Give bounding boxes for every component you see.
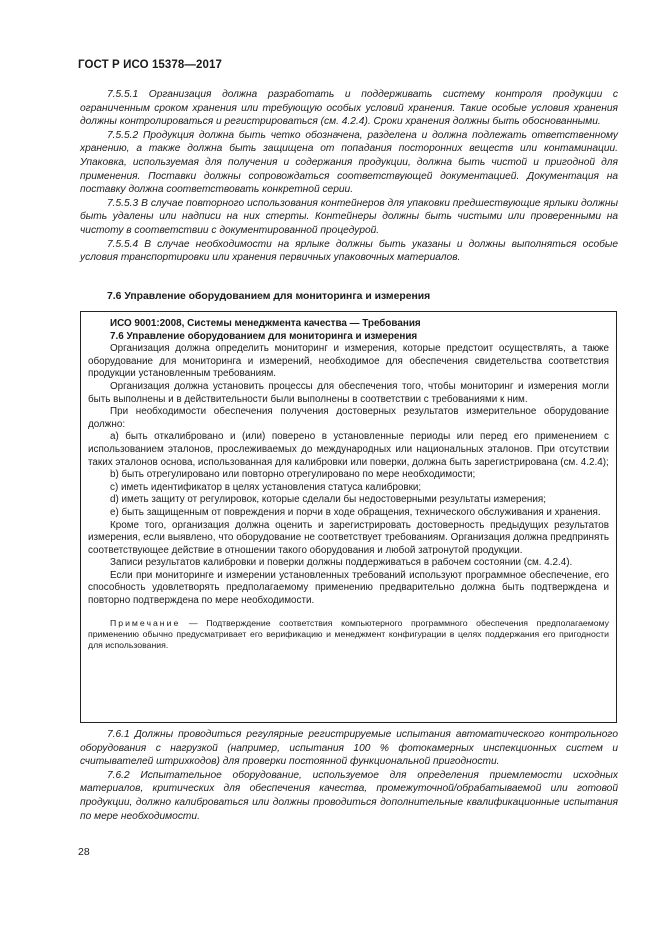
quote-box-subtitle: 7.6 Управление оборудованием для мониторинга и измерения: [110, 330, 418, 342]
quote-paragraph: Организация должна установить процессы для обеспечения того, чтобы мониторинг и измерения могли быть выполнены и в действительности были выполнены в соответствии с требованиями к ним.: [88, 380, 609, 405]
paragraph-7-5-5-1: 7.5.5.1 Организация должна разработать и поддерживать систему контроля продукции с ограниченным сроком хранения или требующую особых условий хранения. Такие особые условия хранения должны контролироваться и регистрироваться (см. 4.2.4). Сроки хранения должны быть обоснованными.: [80, 89, 618, 128]
quote-paragraph: Организация должна определить мониторинг и измерения, которые предстоит осуществлять, а также оборудование для мониторинга и измерений, необходимое для обеспечения свидетельства соответствия продукции установленным требованиям.: [88, 343, 609, 380]
iso-9001-quote-box: [80, 311, 617, 723]
quote-paragraph: При необходимости обеспечения получения достоверных результатов измерительное оборудование должно:: [88, 406, 609, 430]
note-text: — Подтверждение соответствия компьютерного программного обеспечения предполагаемому применению обычно предусматривает его верификацию и менеджмент конфигурации в целях поддержания его пригодности для использования.: [88, 617, 609, 651]
quote-list-item-b: b) быть отрегулировано или повторно отрегулировано по мере необходимости;: [110, 469, 476, 481]
section-7-5-5: [80, 88, 618, 265]
quote-list-item-d: d) иметь защиту от регулировок, которые сделали бы недостоверными результаты измерения;: [110, 494, 546, 506]
paragraph-7-6-2: 7.6.2 Испытательное оборудование, используемое для определения приемлемости исходных материалов, критических для обеспечения качества, промежуточной/обрабатываемой или готовой продукции, должно калиброваться или должны проводиться дополнительные квалификационные испытания по мере необходимости.: [80, 769, 618, 822]
section-7-6-items: [80, 728, 618, 823]
quote-list-item-a: a) быть откалибровано и (или) поверено в установленные периоды или перед его применением с использованием эталонов, прослеживаемых до международных или национальных эталонов. При отсутствии таких эталонов основа, использованная для калибровки или поверки, должна быть зарегистрирована (см. 4.2.4);: [88, 431, 609, 468]
quote-note: [88, 618, 609, 652]
paragraph-7-5-5-2: 7.5.5.2 Продукция должна быть четко обозначена, разделена и должна подлежать ответственному хранению, а также должна быть защищена от попадания посторонних веществ или контаминации. Упаковка, используемая для получения и содержания продукции, должна быть чистой и пригодной для применения. Поставки должны сопровождаться соответствующей документацией. Документация на поставку должна соответствовать конкретной серии.: [80, 129, 618, 196]
quote-paragraph: Записи результатов калибровки и поверки должны поддерживаться в рабочем состоянии (см. 4.2.4).: [110, 557, 573, 569]
paragraph-7-5-5-3: 7.5.5.3 В случае повторного использования контейнеров для упаковки предшествующие ярлыки должны быть удалены или надписи на них стерты. Контейнеры должны быть чистыми или проверенными на чистоту в соответствии с документированной процедурой.: [80, 197, 618, 236]
page-number: 28: [78, 846, 90, 858]
quote-paragraph: Если при мониторинге и измерении установленных требований используют программное обеспечение, его способность удовлетворять предполагаемому применению предварительно должна быть подтверждена и повторно подтверждена по мере необходимости.: [88, 569, 609, 607]
section-heading-7-6: 7.6 Управление оборудованием для мониторинга и измерения: [107, 291, 431, 302]
note-label: Примечание: [110, 617, 181, 628]
quote-box-title: ИСО 9001:2008, Системы менеджмента качества — Требования: [110, 318, 421, 329]
document-header: ГОСТ Р ИСО 15378—2017: [78, 59, 223, 71]
quote-list-item-c: c) иметь идентификатор в целях установления статуса калибровки;: [110, 481, 422, 493]
paragraph-7-6-1: 7.6.1 Должны проводиться регулярные регистрируемые испытания автоматического контрольного оборудования с нагрузкой (например, испытания 100 % фотокамерных инспекционных систем и считывателей штрихкодов) для проверки постоянной функциональной пригодности.: [80, 729, 618, 768]
quote-list-item-e: e) быть защищенным от повреждения и порчи в ходе обращения, технического обслуживания и хранения.: [110, 506, 601, 518]
quote-paragraph: Кроме того, организация должна оценить и зарегистрировать достоверность предыдущих результатов измерения, если выявлено, что оборудование не соответствует требованиям. Организация должна предпринять соответствующее действие в отношении такого оборудования и любой затронутой продукции.: [88, 519, 609, 556]
paragraph-7-5-5-4: 7.5.5.4 В случае необходимости на ярлыке должны быть указаны и должны выполняться особые условия транспортировки или хранения первичных упаковочных материалов.: [80, 238, 618, 264]
